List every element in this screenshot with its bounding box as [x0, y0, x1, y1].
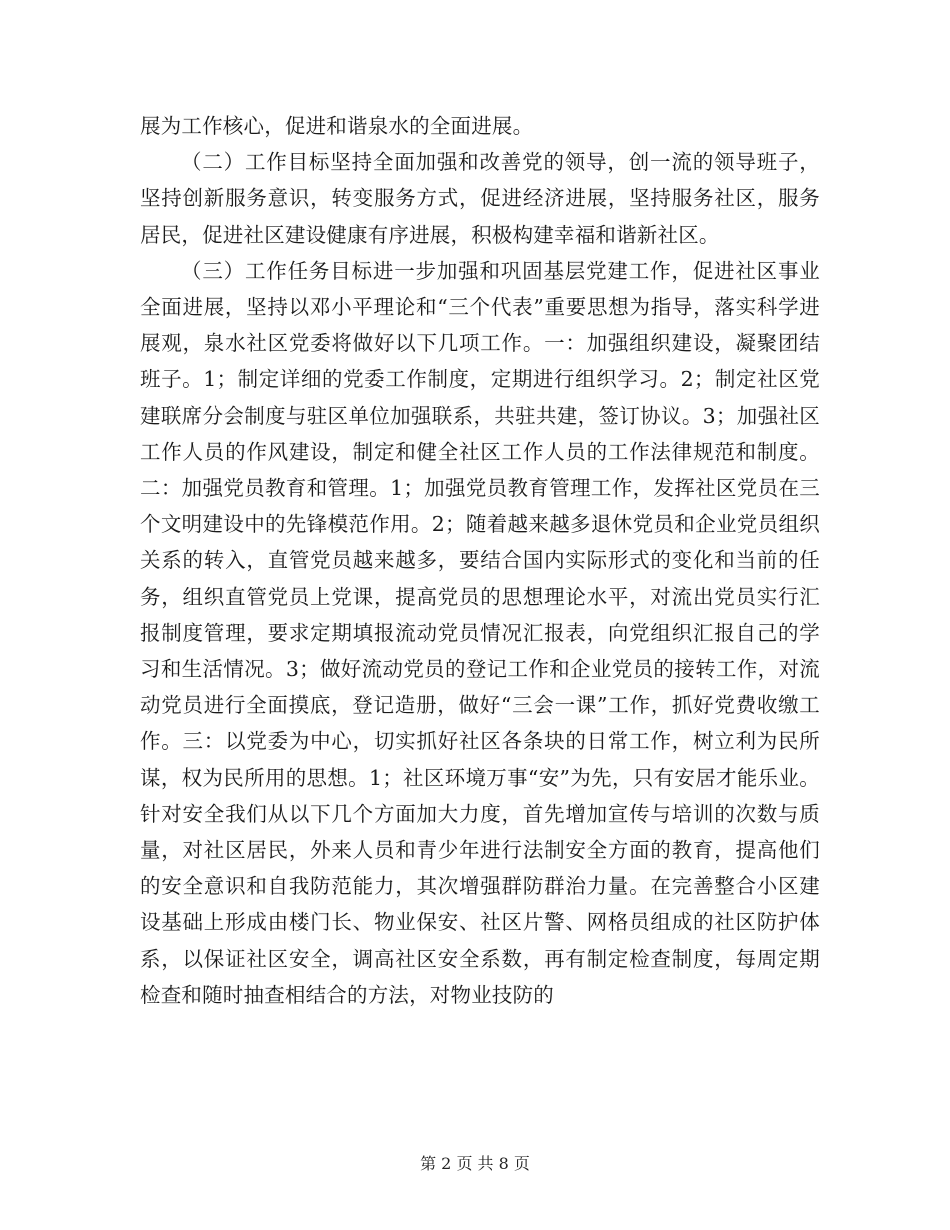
- document-body: [140, 108, 820, 1013]
- paragraph-continuation: 展为工作核心，促进和谐泉水的全面进展。: [140, 114, 534, 138]
- page-number-footer: 第 2 页 共 8 页: [420, 1154, 530, 1173]
- paragraph-work-tasks: （三）工作任务目标进一步加强和巩固基层党建工作，促进社区事业全面进展，坚持以邓小平理论和“三个代表”重要思想为指导，落实科学进展观，泉水社区党委将做好以下几项工作。一：加强组织建设，凝聚团结班子。1；制定详细的党委工作制度，定期进行组织学习。2；制定社区党建联席分会制度与驻区单位加强联系，共驻共建，签订协议。3；加强社区工作人员的作风建设，制定和健全社区工作人员的工作法律规范和制度。二：加强党员教育和管理。1；加强党员教育管理工作，发挥社区党员在三个文明建设中的先锋模范作用。2；随着越来越多退休党员和企业党员组织关系的转入，直管党员越来越多，要结合国内实际形式的变化和当前的任务，组织直管党员上党课，提高党员的思想理论水平，对流出党员实行汇报制度管理，要求定期填报流动党员情况汇报表，向党组织汇报自己的学习和生活情况。3；做好流动党员的登记工作和企业党员的接转工作，对流动党员进行全面摸底，登记造册，做好“三会一课”工作，抓好党费收缴工作。三：以党委为中心，切实抓好社区各条块的日常工作，树立利为民所谋，权为民所用的思想。1；社区环境万事“安”为先，只有安居才能乐业。针对安全我们从以下几个方面加大力度，首先增加宣传与培训的次数与质量，对社区居民，外来人员和青少年进行法制安全方面的教育，提高他们的安全意识和自我防范能力，其次增强群防群治力量。在完善整合小区建设基础上形成由楼门长、物业保安、社区片警、网格员组成的社区防护体系，以保证社区安全，调高社区安全系数，再有制定检查制度，每周定期检查和随时抽查相结合的方法，对物业技防的: [140, 258, 820, 1007]
- paragraph-work-goals: （二）工作目标坚持全面加强和改善党的领导，创一流的领导班子，坚持创新服务意识，转变服务方式，促进经济进展，坚持服务社区，服务居民，促进社区建设健康有序进展，积极构建幸福和谐新社区。: [140, 150, 820, 247]
